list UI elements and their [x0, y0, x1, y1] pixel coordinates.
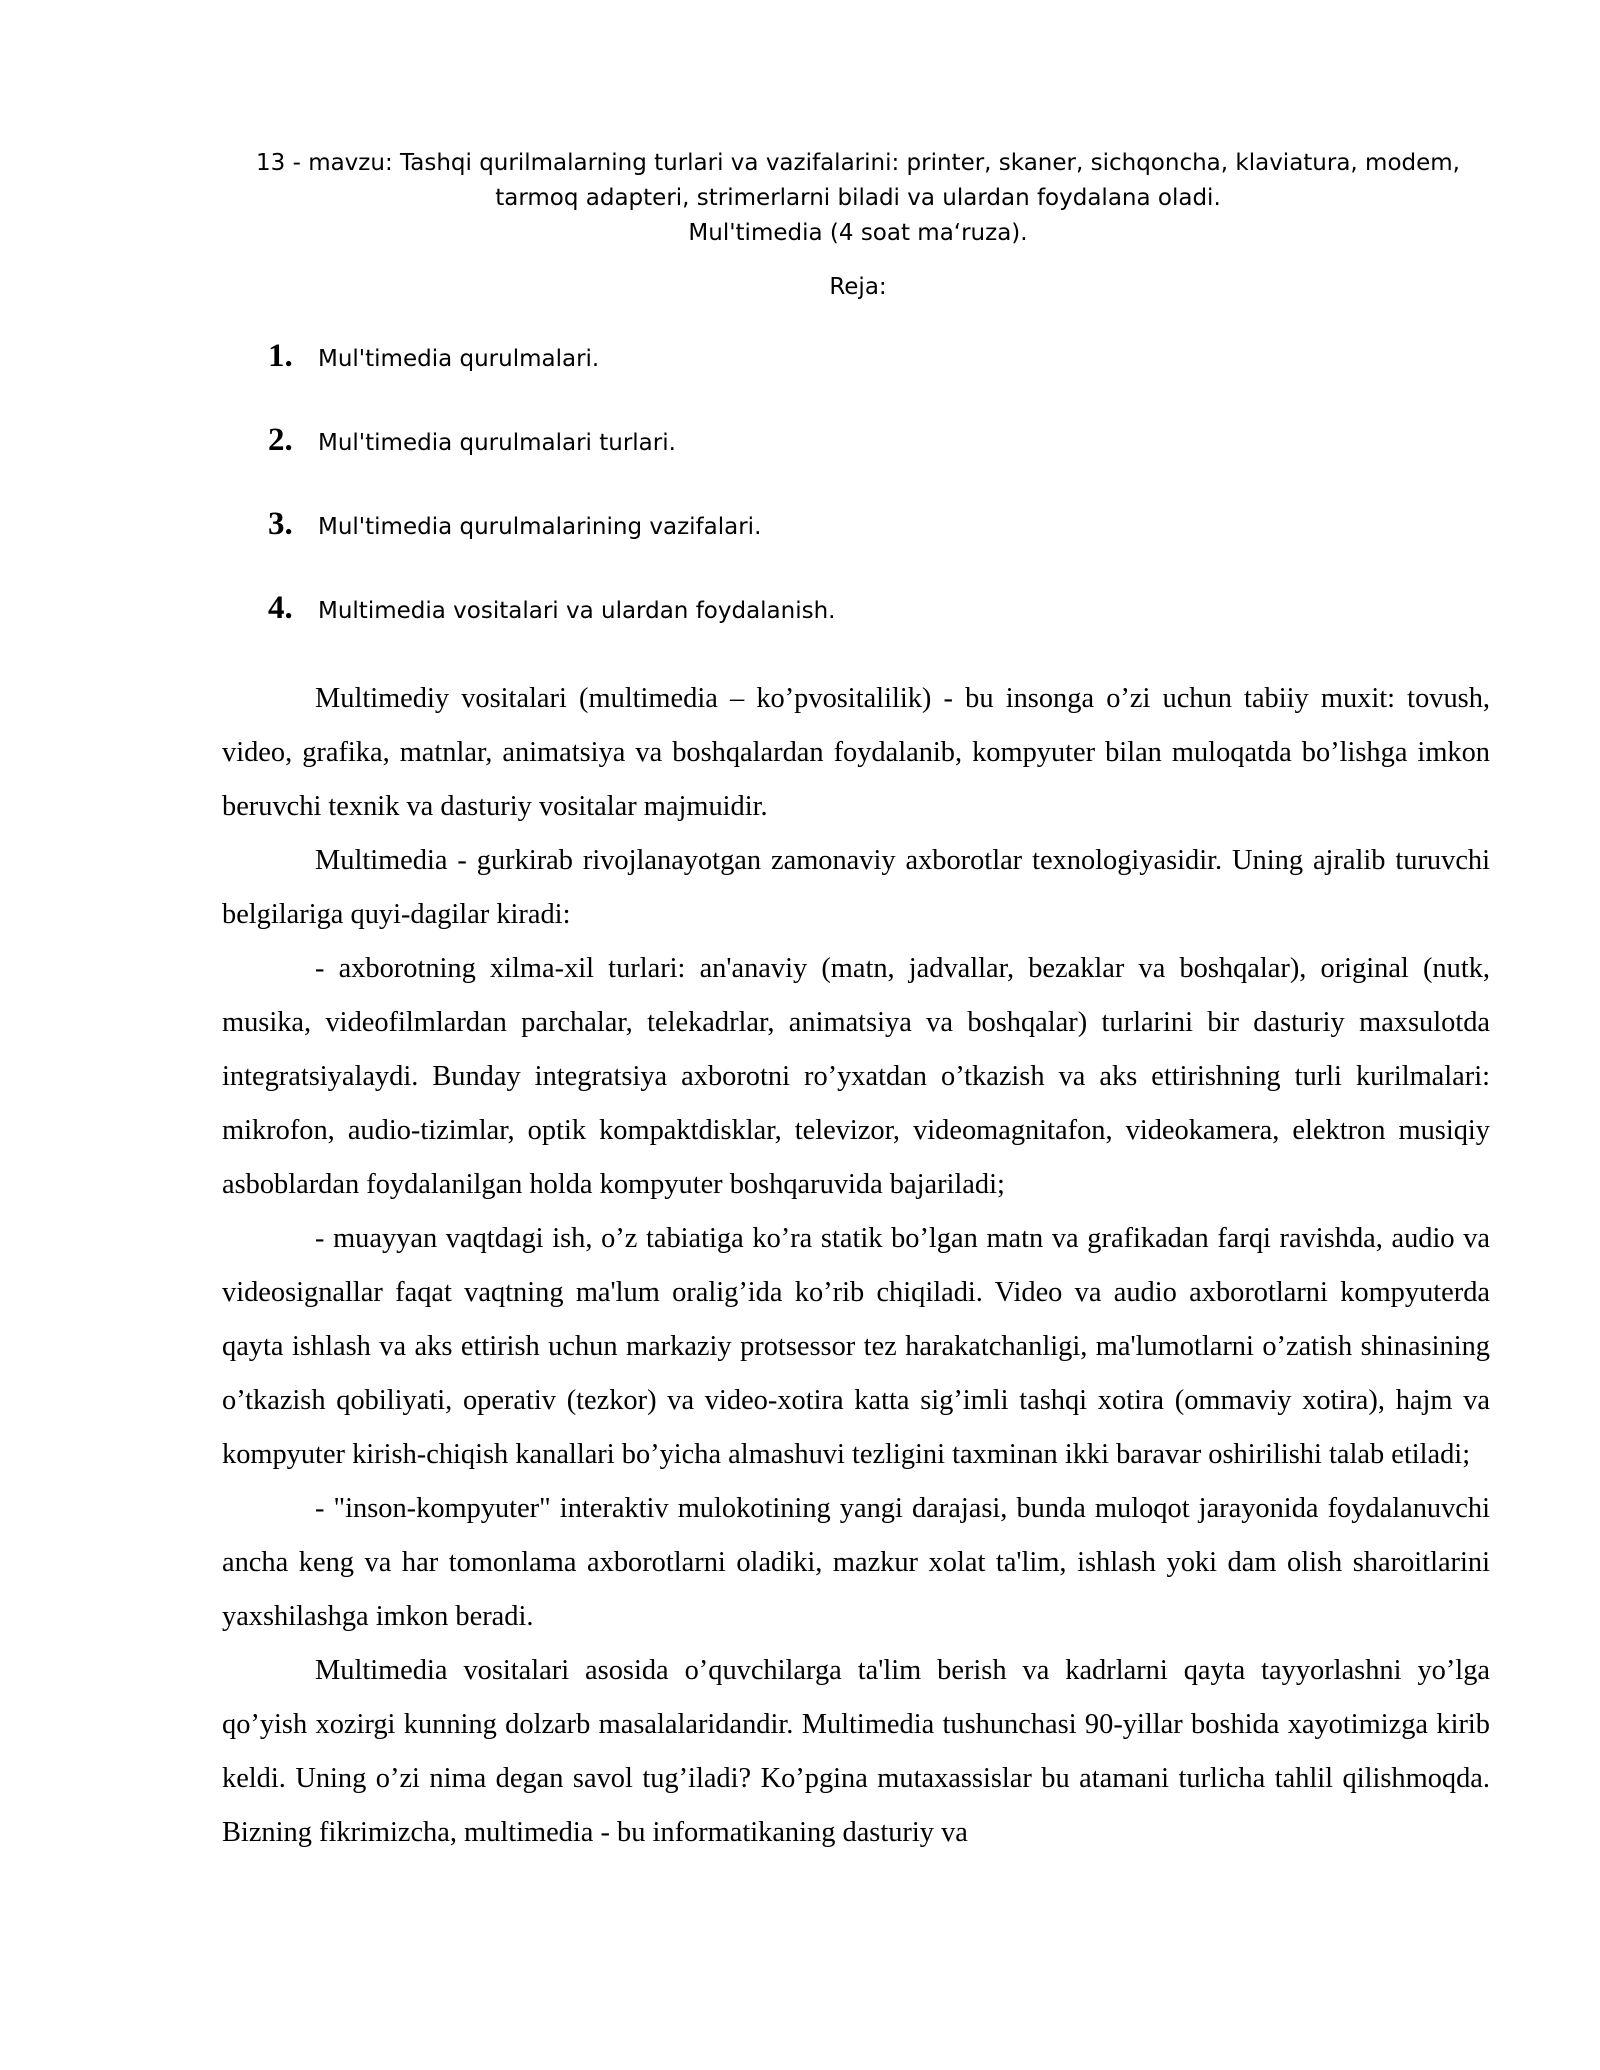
plan-item-text: Mul'timedia qurulmalari.: [318, 346, 600, 372]
plan-item-text: Mul'timedia qurulmalarining vazifalari.: [318, 514, 762, 540]
plan-item-number: 2.: [268, 422, 293, 458]
plan-item: [268, 338, 1368, 422]
header-line-topic: 13 - mavzu: Tashqi qurilmalarning turlari va vazifalarini: printer, skaner, sichqoncha, klaviatura, modem,: [256, 150, 1460, 176]
plan-item-text: Multimedia vositalari va ulardan foydalanish.: [318, 598, 836, 624]
plan-item: [268, 506, 1368, 590]
plan-item-number: 3.: [268, 506, 293, 542]
plan-list: [268, 338, 1368, 674]
plan-item: [268, 590, 1368, 674]
paragraph: Multimedia - gurkirab rivojlanayotgan zamonaviy axborotlar texnologiyasidir. Uning ajralib turuvchi belgilariga quyi-dagilar kiradi:: [222, 845, 1490, 930]
plan-title: Reja:: [829, 274, 887, 300]
paragraph: Multimedia vositalari asosida o’quvchilarga ta'lim berish va kadrlarni qayta tayyorlashni yo’lga qo’yish xozirgi kunning dolzarb masalalaridandir. Multimedia tushunchasi 90-yillar boshida xayotimizga kirib keldi. Uning o’zi nima degan savol tug’iladi? Ko’pgina mutaxassislar bu atamani turlicha tahlil qilishmoqda. Bizning fikrimizcha, multimedia - bu informatikaning dasturiy va: [222, 1655, 1490, 1848]
plan-item: [268, 422, 1368, 506]
paragraph: - "inson-kompyuter" interaktiv mulokotining yangi darajasi, bunda muloqot jarayonida foydalanuvchi ancha keng va har tomonlama axborotlarni oladiki, mazkur xolat ta'lim, ishlash yoki dam olish sharoitlarini yaxshilashga imkon beradi.: [222, 1493, 1490, 1632]
paragraph: - muayyan vaqtdagi ish, o’z tabiatiga ko’ra statik bo’lgan matn va grafikadan farqi ravishda, audio va videosignallar faqat vaqtning ma'lum oralig’ida ko’rib chiqiladi. Video va audio axborotlarni kompyuterda qayta ishlash va aks ettirish uchun markaziy protsessor tez harakatchanligi, ma'lumotlarni o’zatish shinasining o’tkazish qobiliyati, operativ (tezkor) va video-xotira katta sig’imli tashqi xotira (ommaviy xotira), hajm va kompyuter kirish-chiqish kanallari bo’yicha almashuvi tezligini taxminan ikki baravar oshirilishi talab etiladi;: [222, 1223, 1490, 1470]
document-header: [220, 146, 1496, 251]
plan-item-text: Mul'timedia qurulmalari turlari.: [318, 430, 676, 456]
header-line-subtitle: Mul'timedia (4 soat ma‘ruza).: [688, 220, 1028, 246]
plan-item-number: 4.: [268, 590, 293, 626]
header-line-topic-continued: tarmoq adapteri, strimerlarni biladi va ulardan foydalana oladi.: [495, 185, 1221, 211]
paragraph: Multimediy vositalari (multimedia – ko’pvositalilik) - bu insonga o’zi uchun tabiiy muxit: tovush, video, grafika, matnlar, animatsiya va boshqalardan foydalanib, kompyuter bilan muloqatda bo’lishga imkon beruvchi texnik va dasturiy vositalar majmuidir.: [222, 683, 1490, 822]
body-text: [222, 672, 1490, 1860]
plan-item-number: 1.: [268, 338, 293, 374]
paragraph: - axborotning xilma-xil turlari: an'anaviy (matn, jadvallar, bezaklar va boshqalar), original (nutk, musika, videofilmlardan parchalar, telekadrlar, animatsiya va boshqalar) turlarini bir dasturiy maxsulotda integratsiyalaydi. Bunday integratsiya axborotni ro’yxatdan o’tkazish va aks ettirishning turli kurilmalari: mikrofon, audio-tizimlar, optik kompaktdisklar, televizor, videomagnitafon, videokamera, elektron musiqiy asboblardan foydalanilgan holda kompyuter boshqaruvida bajariladi;: [222, 953, 1490, 1200]
